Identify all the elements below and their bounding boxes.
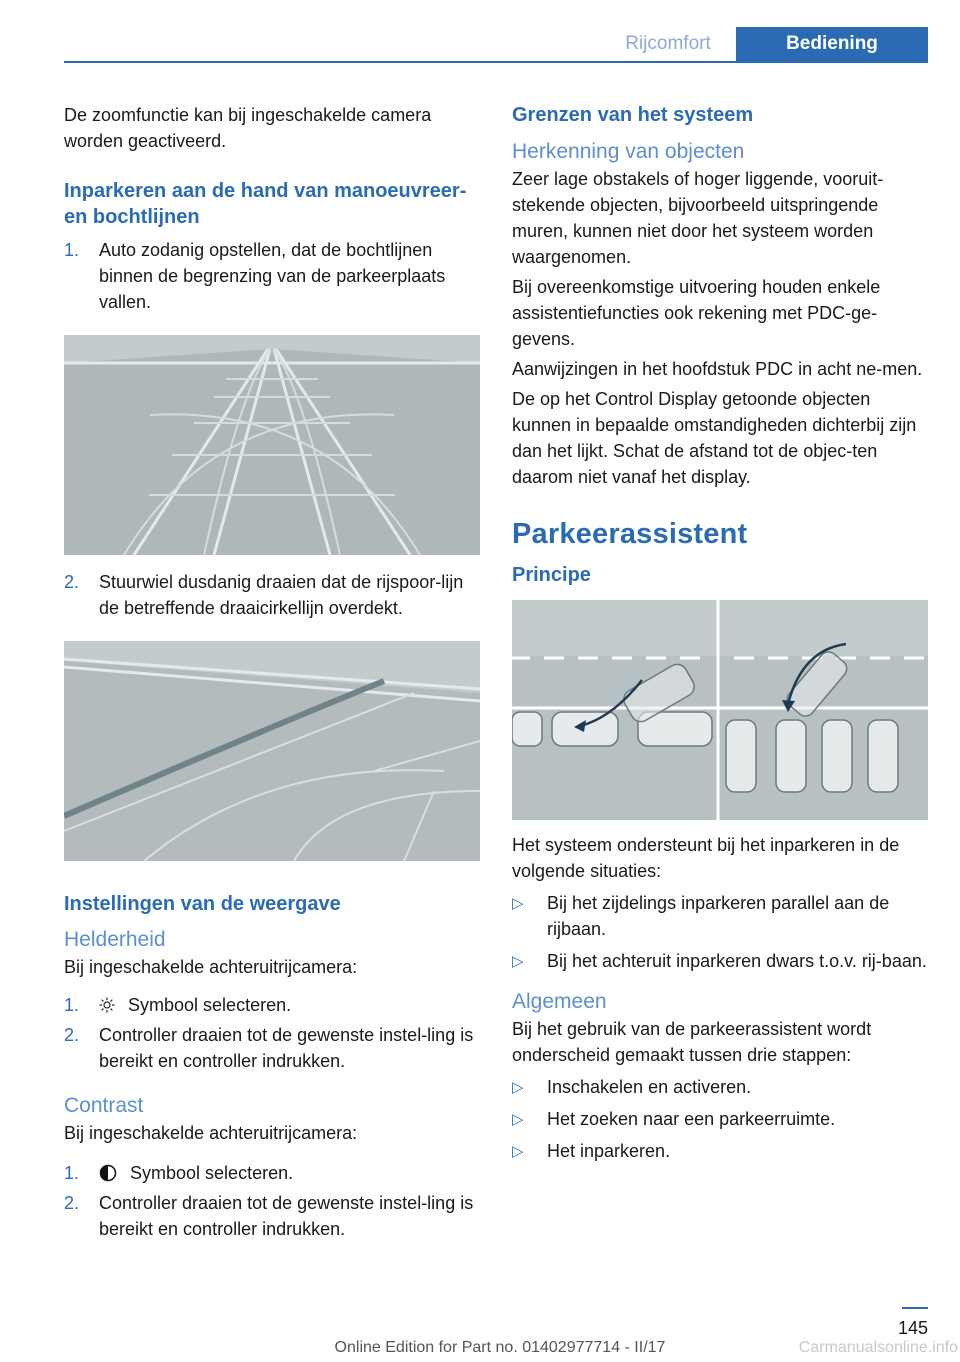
contrast-step-1 [64,1160,480,1186]
step-text: Auto zodanig opstellen, dat de bochtlijnen binnen de begrenzing van de parkeerplaats vallen. [99,240,446,312]
step-number: 2. [64,1025,80,1045]
triangle-bullet-icon: ▷ [512,1143,524,1160]
left-column [64,102,480,1242]
step-text: Symbool selecteren. [130,1163,294,1183]
page-number: 145 [897,1318,928,1338]
bullet-text: Bij het zijdelings inparkeren parallel aan de rijbaan. [547,893,890,939]
header-rule [64,61,928,63]
triangle-bullet-icon: ▷ [512,1111,524,1128]
helderheid-step-2 [64,1022,480,1074]
bullet-text: Het zoeken naar een parkeerruimte. [547,1109,836,1129]
bullet-inschakelen [512,1074,928,1100]
camera-view-bend-lines [64,335,480,555]
bullet-text: Het inparkeren. [547,1141,671,1161]
contrast-intro: Bij ingeschakelde achteruitrijcamera: [64,1123,358,1143]
brightness-icon [99,992,123,1018]
step-text: Controller draaien tot de gewenste instel-ling is bereikt en controller indrukken. [99,1193,474,1239]
step-text: Symbool selecteren. [128,995,292,1015]
algemeen-text: Bij het gebruik van de parkeerassistent wordt onderscheid gemaakt tussen drie stappen: [512,1019,872,1065]
contrast-icon [99,1160,125,1186]
paragraph-3: Aanwijzingen in het hoofdstuk PDC in acht ne-men. [512,359,923,379]
heading-contrast: Contrast [64,1094,144,1117]
tab-bediening[interactable]: Bediening [736,27,928,61]
paragraph-2: Bij overeenkomstige uitvoering houden enkele assistentiefuncties ook rekening met PDC-ge-gevens. [512,277,881,349]
triangle-bullet-icon: ▷ [512,895,524,912]
heading-grenzen: Grenzen van het systeem [512,104,754,126]
edition-label: Online Edition for Part no. 01402977714 - II/17 [334,1339,666,1356]
bullet-zoeken [512,1106,928,1132]
step-number: 2. [64,1193,80,1213]
helderheid-step-1 [64,992,480,1018]
tab-rijcomfort[interactable]: Rijcomfort [625,33,711,54]
helderheid-intro: Bij ingeschakelde achteruitrijcamera: [64,957,358,977]
bullet-dwars [512,948,928,974]
heading-algemeen: Algemeen [512,990,607,1013]
principe-text: Het systeem ondersteunt bij het inparkeren in de volgende situaties: [512,835,900,881]
heading-principe: Principe [512,564,591,586]
step-text: Controller draaien tot de gewenste instel-ling is bereikt en controller indrukken. [99,1025,474,1071]
watermark: Carmanualsonline.info [798,1339,958,1356]
triangle-bullet-icon: ▷ [512,1079,524,1096]
intro-text: De zoomfunctie kan bij ingeschakelde camera worden geactiveerd. [64,105,432,151]
bullet-text: Inschakelen en activeren. [547,1077,752,1097]
heading-inparkeren: Inparkeren aan de hand van manoeuvreer- en bochtlijnen [64,180,467,228]
heading-instellingen: Instellingen van de weergave [64,893,341,915]
right-column [512,102,928,1164]
paragraph-4: De op het Control Display getoonde objecten kunnen in bepaalde omstandigheden dichterbij zijn dan het lijkt. Schat de afstand tot de objec-ten daarom niet vanaf het display. [512,389,917,487]
heading-parkeerassistent: Parkeerassistent [512,518,748,550]
camera-view-turn-circle [64,641,480,861]
contrast-step-2 [64,1190,480,1242]
triangle-bullet-icon: ▷ [512,953,524,970]
bullet-zijdelings [512,890,928,942]
step-text: Stuurwiel dusdanig draaien dat de rijspoor-lijn de betreffende draaicirkellijn overdekt. [99,572,464,618]
step-1 [64,237,480,315]
step-number: 2. [64,572,80,592]
heading-herkenning: Herkenning van objecten [512,140,745,163]
step-number: 1. [64,240,80,260]
step-2 [64,569,480,621]
step-number: 1. [64,1163,80,1183]
heading-helderheid: Helderheid [64,928,166,951]
bullet-text: Bij het achteruit inparkeren dwars t.o.v. rij-baan. [547,951,927,971]
paragraph-1: Zeer lage obstakels of hoger liggende, vooruit-stekende objecten, bijvoorbeeld uitspringende muren, kunnen niet door het systeem worden waargenomen. [512,169,884,267]
bullet-inparkeren [512,1138,928,1164]
parking-diagram [512,600,928,820]
step-number: 1. [64,995,80,1015]
footer-rule [902,1307,928,1309]
